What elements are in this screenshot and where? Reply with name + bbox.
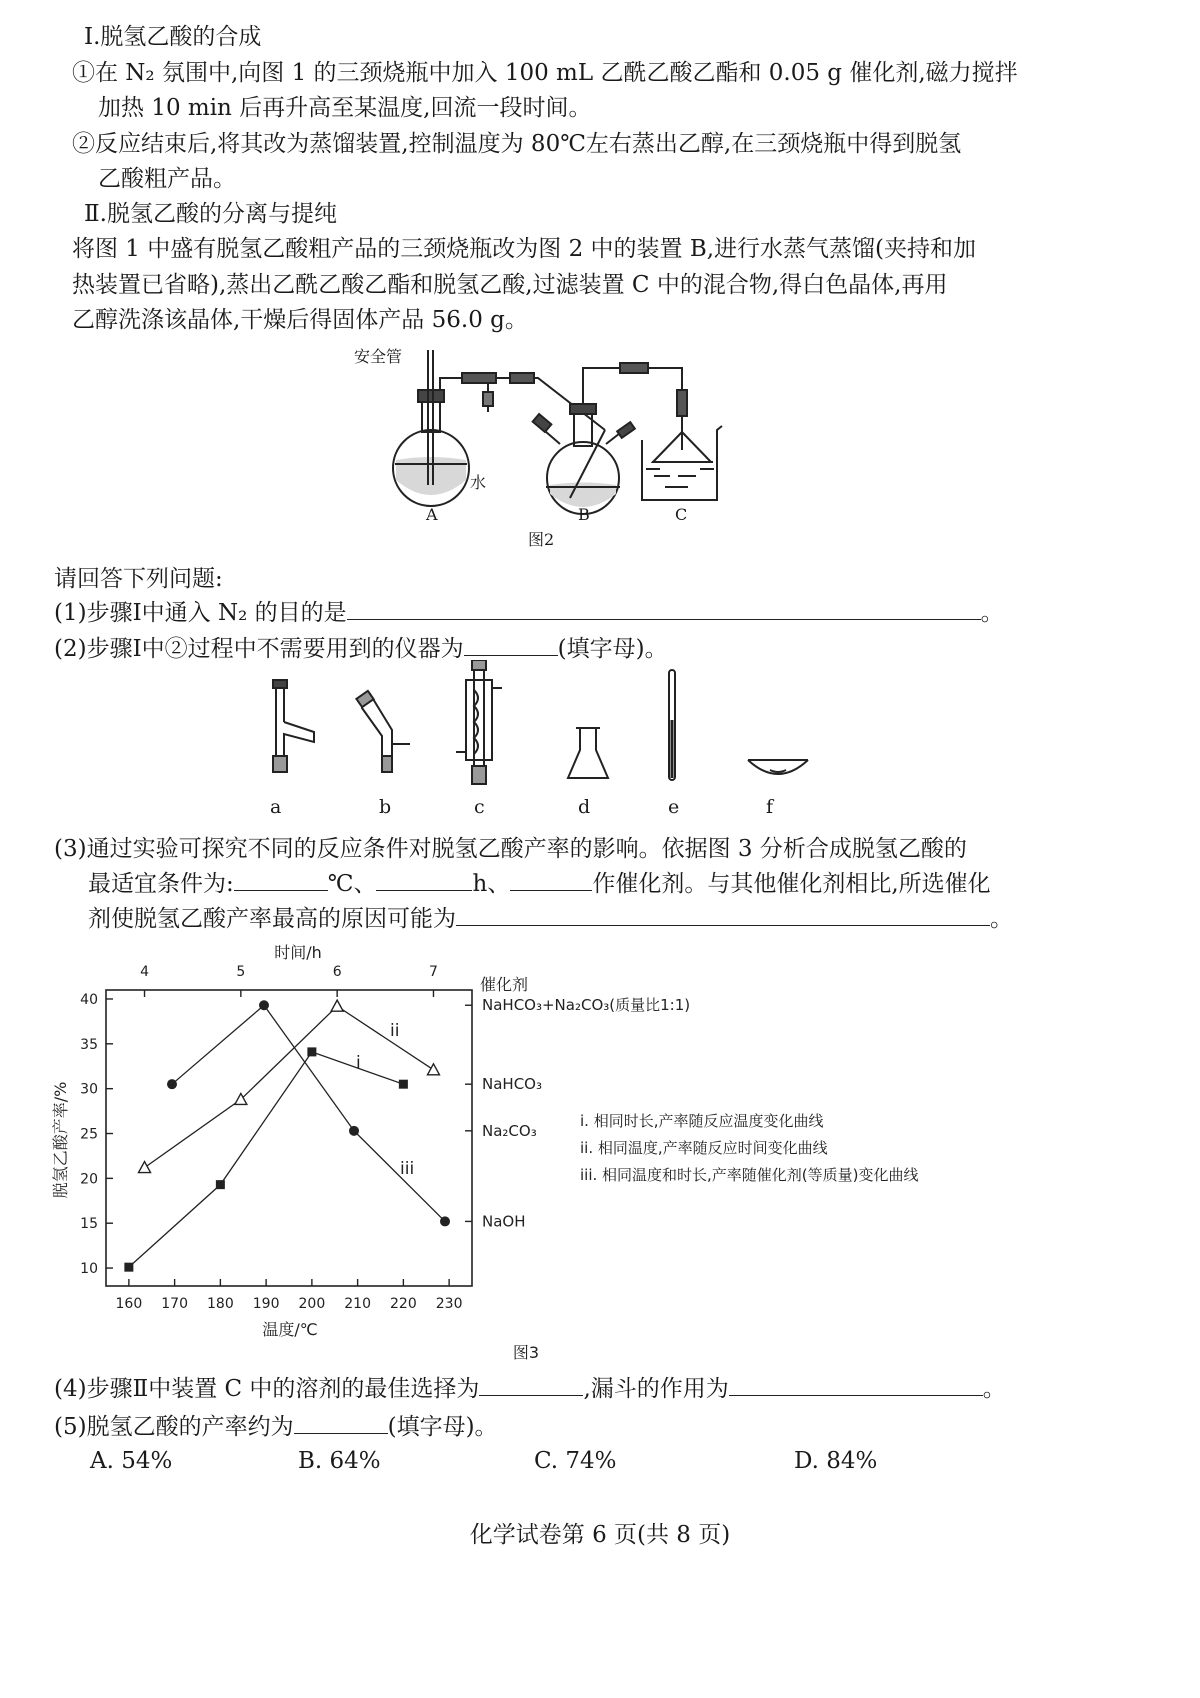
- data-point-circle: [440, 1216, 450, 1226]
- part1-step1-line1: ①在 N₂ 氛围中,向图 1 的三颈烧瓶中加入 100 mL 乙酰乙酸乙酯和 0.05 g 催化剂,磁力搅拌: [72, 60, 1018, 86]
- chart-legend-item: ii. 相同温度,产率随反应时间变化曲线: [580, 1139, 828, 1157]
- figure2-apparatus: [370, 350, 790, 555]
- data-point-triangle: [139, 1162, 151, 1173]
- instrument-d: [568, 728, 608, 778]
- series-label-iii: iii: [400, 1159, 415, 1179]
- right-tick-label: NaOH: [482, 1212, 526, 1231]
- chart-top-axis-label: 时间/h: [274, 943, 322, 962]
- q4-text: (4)步骤Ⅱ中装置 C 中的溶剂的最佳选择为: [54, 1376, 480, 1402]
- data-point-square: [307, 1047, 316, 1056]
- figure3-chart: [40, 940, 1080, 1380]
- data-point-square: [124, 1263, 133, 1272]
- page-footer: 化学试卷第 6 页(共 8 页): [469, 1522, 731, 1548]
- label-water: 水: [470, 473, 487, 492]
- x-bottom-tick-label: 180: [207, 1296, 234, 1312]
- q3-reason-blank[interactable]: [456, 903, 990, 926]
- instrument-a: [273, 680, 314, 772]
- right-tick-label: Na₂CO₃: [482, 1121, 537, 1140]
- q3-line2-b: ℃、: [327, 871, 377, 897]
- part1-step1-line2: 加热 10 min 后再升高至某温度,回流一段时间。: [98, 95, 592, 121]
- x-top-tick-label: 4: [140, 964, 149, 980]
- x-bottom-tick-label: 160: [115, 1296, 143, 1312]
- y-tick-label: 25: [80, 1126, 98, 1143]
- right-tick-label: NaHCO₃+Na₂CO₃(质量比1:1): [482, 996, 691, 1015]
- data-point-square: [216, 1180, 225, 1189]
- part2-line1: 将图 1 中盛有脱氢乙酸粗产品的三颈烧瓶改为图 2 中的装置 B,进行水蒸气蒸馏(夹持和加: [72, 236, 977, 262]
- q3-line2-c: h、: [472, 871, 511, 897]
- chart-bottom-axis-label: 温度/℃: [262, 1320, 318, 1339]
- part2-line2: 热装置已省略),蒸出乙酰乙酸乙酯和脱氢乙酸,过滤装置 C 中的混合物,得白色晶体,再用: [72, 272, 948, 298]
- part2-title: Ⅱ.脱氢乙酸的分离与提纯: [84, 201, 337, 227]
- q3-end: 。: [990, 906, 1013, 932]
- q1-end: 。: [980, 600, 1004, 626]
- right-tick-label: NaHCO₃: [482, 1075, 542, 1094]
- data-point-triangle: [427, 1064, 439, 1075]
- data-point-circle: [259, 1000, 269, 1010]
- q4-mid: ,漏斗的作用为: [583, 1376, 729, 1402]
- x-top-tick-label: 5: [236, 964, 246, 980]
- q3-catalyst-blank[interactable]: [510, 868, 592, 891]
- instrument-e: [669, 670, 675, 780]
- instrument-label-f: f: [766, 796, 774, 818]
- flask-a-neck: [422, 398, 440, 432]
- x-bottom-tick-label: 230: [435, 1296, 463, 1312]
- chart-legend-item: i. 相同时长,产率随反应温度变化曲线: [580, 1112, 824, 1130]
- series-label-i: i: [356, 1053, 361, 1073]
- data-point-triangle: [331, 1000, 343, 1011]
- y-tick-label: 10: [80, 1261, 98, 1278]
- instrument-f: [748, 760, 808, 774]
- q3-line3-text: 剂使脱氢乙酸产率最高的原因可能为: [88, 906, 456, 932]
- chart-legend-item: iii. 相同温度和时长,产率随催化剂(等质量)变化曲线: [580, 1166, 919, 1184]
- series-label-ii: ii: [390, 1021, 400, 1041]
- q3-time-blank[interactable]: [376, 868, 472, 891]
- series-line-iii: [172, 1005, 445, 1221]
- label-c: C: [675, 505, 688, 524]
- instrument-label-e: e: [668, 796, 680, 818]
- chart-y-axis-label: 脱氢乙酸产率/%: [51, 1081, 70, 1199]
- instrument-label-a: a: [270, 796, 282, 818]
- part1-step2-line1: ②反应结束后,将其改为蒸馏装置,控制温度为 80℃左右蒸出乙醇,在三颈烧瓶中得到脱氢: [72, 131, 962, 157]
- x-top-tick-label: 7: [429, 964, 438, 980]
- q4-funnel-blank[interactable]: [729, 1373, 983, 1396]
- option-d[interactable]: D. 84%: [794, 1448, 878, 1474]
- q2-text: (2)步骤Ⅰ中②过程中不需要用到的仪器为: [54, 636, 464, 662]
- x-bottom-tick-label: 220: [390, 1296, 417, 1312]
- q5-end: (填字母)。: [387, 1414, 498, 1440]
- q1-answer-blank[interactable]: [347, 597, 981, 620]
- y-tick-label: 30: [80, 1081, 98, 1098]
- questions-intro: 请回答下列问题:: [54, 566, 223, 592]
- option-c[interactable]: C. 74%: [534, 1448, 617, 1474]
- x-bottom-tick-label: 210: [344, 1296, 371, 1312]
- q2-end: (填字母)。: [557, 636, 668, 662]
- q4-solvent-blank[interactable]: [479, 1373, 583, 1396]
- chart-right-axis-label: 催化剂: [480, 975, 529, 994]
- q5-text: (5)脱氢乙酸的产率约为: [54, 1414, 294, 1440]
- instrument-label-c: c: [474, 796, 485, 818]
- chart-frame: [106, 990, 472, 1286]
- instruments-figure: [250, 660, 810, 790]
- q3-temp-blank[interactable]: [234, 868, 328, 891]
- x-bottom-tick-label: 170: [161, 1296, 188, 1312]
- q2-answer-blank[interactable]: [464, 633, 558, 656]
- instrument-label-d: d: [578, 796, 591, 818]
- label-b: B: [578, 505, 590, 524]
- data-point-circle: [167, 1079, 177, 1089]
- q4-end: 。: [982, 1376, 1006, 1402]
- x-bottom-tick-label: 190: [252, 1296, 280, 1312]
- label-a: A: [426, 505, 438, 524]
- q1-text: (1)步骤Ⅰ中通入 N₂ 的目的是: [54, 600, 347, 626]
- y-tick-label: 35: [80, 1036, 98, 1053]
- data-point-circle: [349, 1126, 359, 1136]
- instrument-c: [456, 660, 502, 784]
- q3-line1: (3)通过实验可探究不同的反应条件对脱氢乙酸产率的影响。依据图 3 分析合成脱氢乙酸的: [54, 836, 967, 862]
- instrument-label-b: b: [379, 796, 392, 818]
- q3-line2-a: 最适宜条件为:: [88, 871, 234, 897]
- y-tick-label: 15: [80, 1216, 98, 1233]
- question-4: [54, 1372, 1006, 1406]
- label-safety-tube: 安全管: [354, 347, 403, 366]
- option-a[interactable]: A. 54%: [90, 1448, 173, 1474]
- q3-line2: [88, 867, 991, 901]
- part1-step2-line2: 乙酸粗产品。: [98, 166, 236, 192]
- y-tick-label: 40: [80, 991, 98, 1008]
- part2-line3: 乙醇洗涤该晶体,干燥后得固体产品 56.0 g。: [72, 307, 528, 333]
- part1-title: Ⅰ.脱氢乙酸的合成: [84, 24, 262, 50]
- data-point-square: [399, 1080, 408, 1089]
- option-b[interactable]: B. 64%: [298, 1448, 381, 1474]
- x-top-tick-label: 6: [332, 964, 342, 980]
- q3-line2-d: 作催化剂。与其他催化剂相比,所选催化: [592, 871, 991, 897]
- q5-answer-blank[interactable]: [294, 1411, 388, 1434]
- instrument-b: [356, 691, 410, 772]
- x-bottom-tick-label: 200: [298, 1296, 326, 1312]
- chart-caption: 图3: [512, 1343, 540, 1362]
- q3-line3: [88, 902, 1013, 936]
- question-5: [54, 1410, 498, 1444]
- question-1: [54, 596, 1004, 630]
- y-tick-label: 20: [80, 1171, 98, 1188]
- figure2-caption: 图2: [528, 530, 555, 549]
